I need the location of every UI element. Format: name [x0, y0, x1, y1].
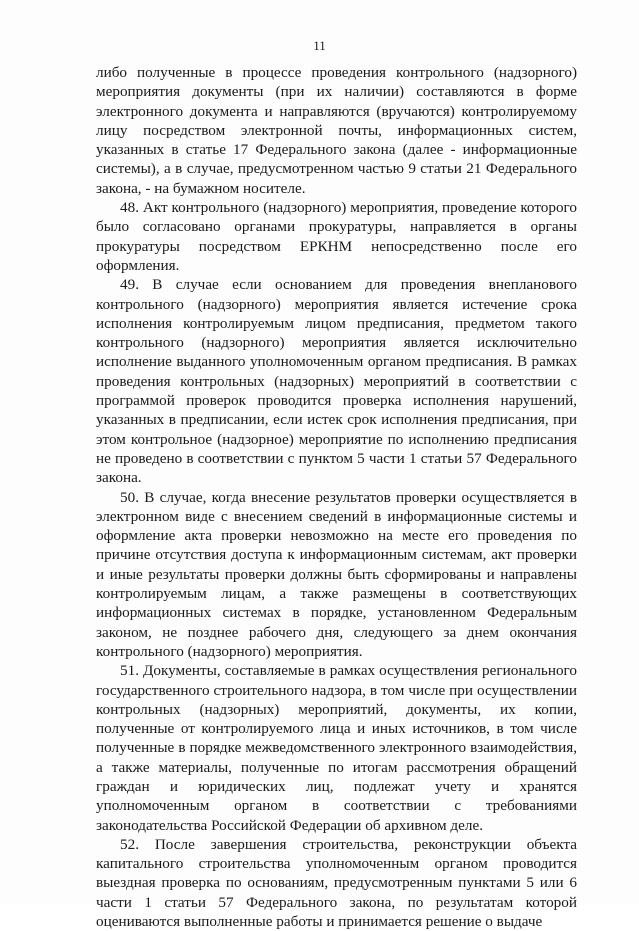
document-body: [96, 63, 577, 931]
paragraph-49: 49. В случае если основанием для проведения внепланового контрольного (надзорного) мероприятия является истечение срока исполнения контролируемым лицом предписания, предметом такого контрольного (надзорного) мероприятия является исключительно исполнение выданного уполномоченным органом предписания. В рамках проведения контрольных (надзорных) мероприятий в соответствии с программой проверок проводится проверка исполнения нарушений, указанных в предписании, если истек срок исполнения предписания, при этом контрольное (надзорное) мероприятие по исполнению предписания не проведено в соответствии с пунктом 5 части 1 статьи 57 Федерального закона.: [96, 276, 577, 487]
page-number: 11: [313, 38, 326, 53]
paragraph-continuation: либо полученные в процессе проведения контрольного (надзорного) мероприятия документы (при их наличии) составляются в форме электронного документа и направляются (вручаются) контролируемому лицу посредством электронной почты, информационных систем, указанных в статье 17 Федерального закона (далее - информационные системы), а в случае, предусмотренном частью 9 статьи 21 Федерального закона, - на бумажном носителе.: [96, 64, 577, 197]
paragraph-52: 52. После завершения строительства, реконструкции объекта капитального строительства уполномоченным органом проводится выездная проверка по основаниям, предусмотренным пунктами 5 или 6 части 1 статьи 57 Федерального закона, по результатам которой оцениваются выполненные работы и принимается решение о выдаче: [96, 835, 577, 931]
paragraph-51: 51. Документы, составляемые в рамках осуществления регионального государственного строительного надзора, в том числе при осуществлении контрольных (надзорных) мероприятий, документы, их копии, полученные от контролируемого лица и иных источников, в том числе полученные в порядке межведомственного электронного взаимодействия, а также материалы, полученные по итогам рассмотрения обращений граждан и юридических лиц, подлежат учету и хранятся уполномоченным органом в соответствии с требованиями законодательства Российской Федерации об архивном деле.: [96, 662, 577, 834]
paragraph-50: 50. В случае, когда внесение результатов проверки осуществляется в электронном виде с внесением сведений в информационные системы и оформление акта проверки невозможно на месте его проведения по причине отсутствия доступа к информационным системам, акт проверки и иные результаты проверки должны быть сформированы и направлены контролируемым лицам, а также размещены в соответствующих информационных системах в порядке, установленном Федеральным законом, не позднее рабочего дня, следующего за днем окончания контрольного (надзорного) мероприятия.: [96, 488, 577, 660]
paragraph-48: 48. Акт контрольного (надзорного) мероприятия, проведение которого было согласовано органами прокуратуры, направляется в органы прокуратуры посредством ЕРКНМ непосредственно после его оформления.: [96, 199, 577, 274]
